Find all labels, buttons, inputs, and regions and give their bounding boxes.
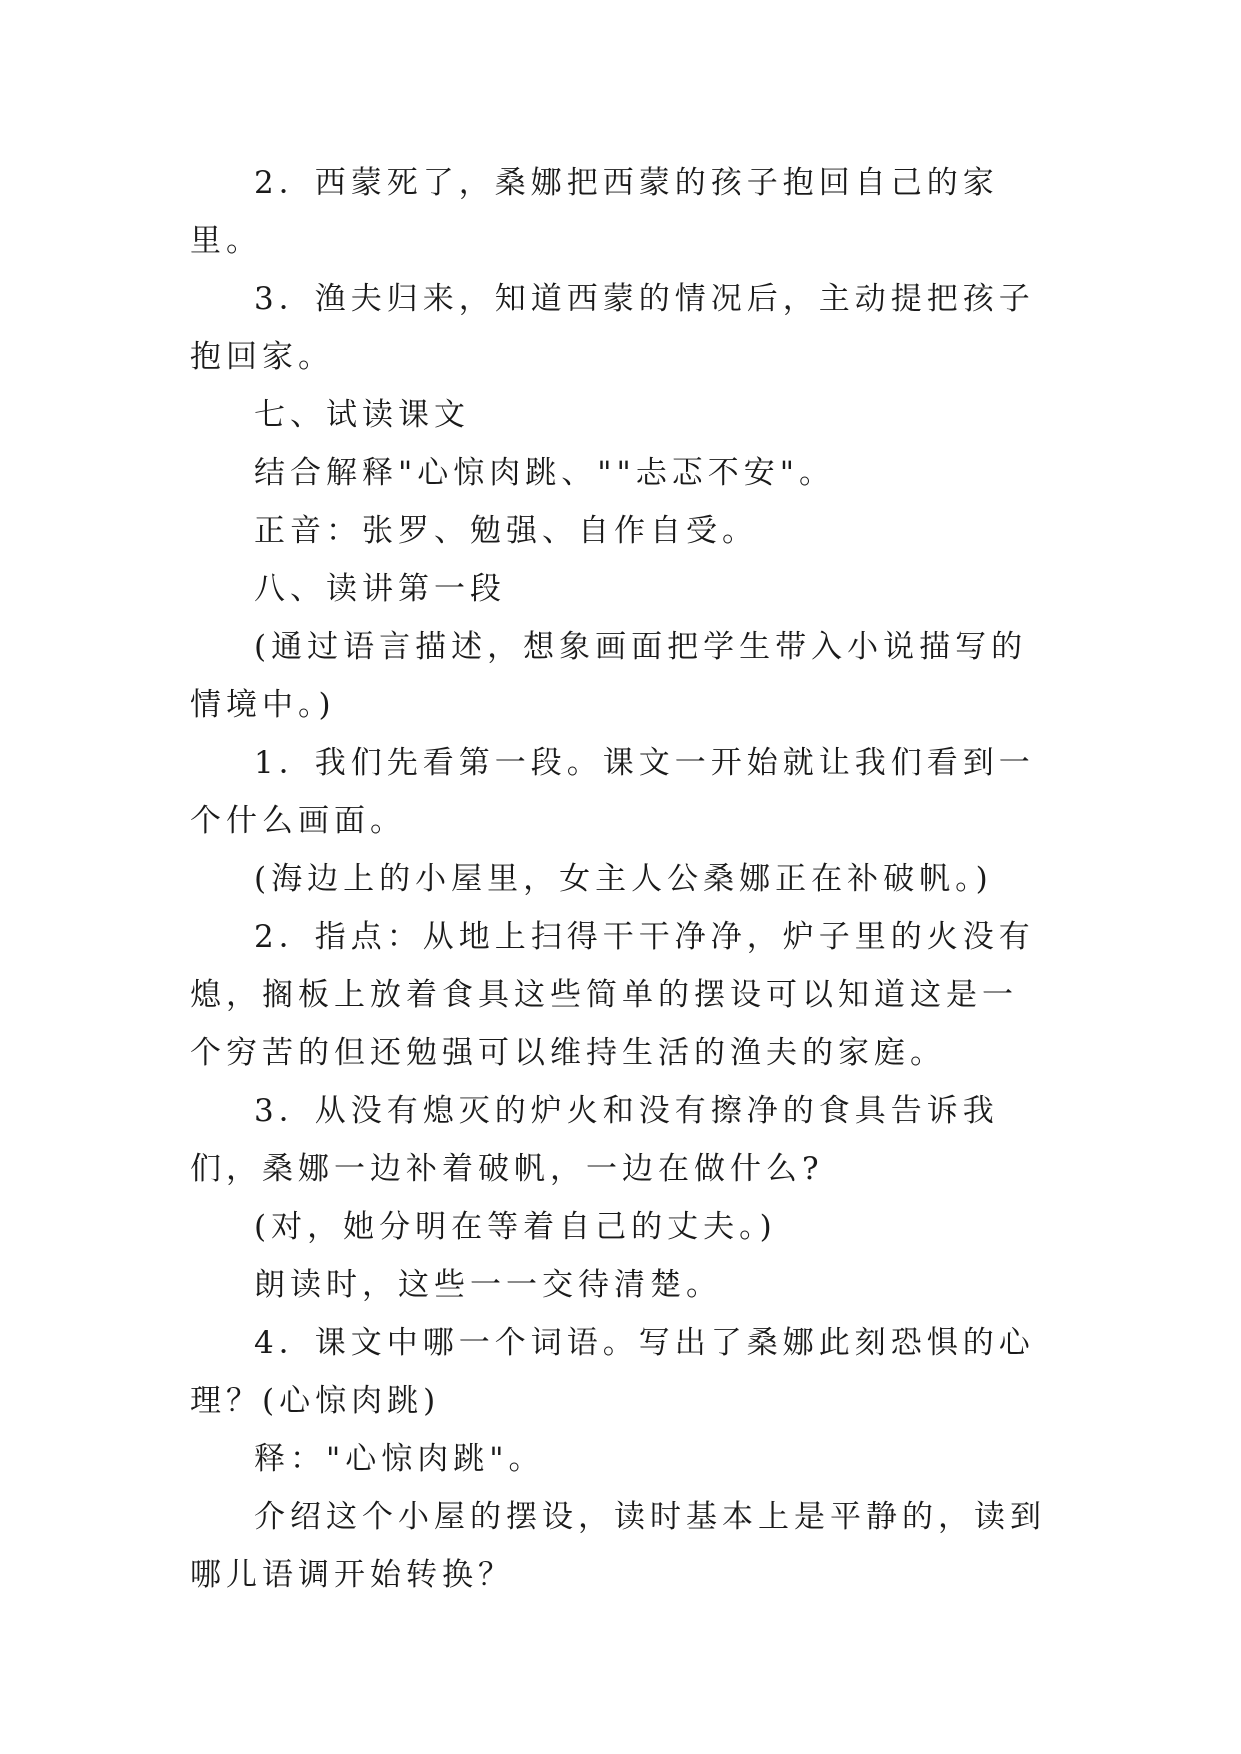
paragraph-4: 正音：张罗、勉强、自作自受。	[254, 513, 758, 549]
section-heading-8: 八、读讲第一段	[254, 571, 506, 607]
paragraph-3: 结合解释"心惊肉跳、""忐忑不安"。	[254, 455, 836, 491]
paragraph-11: 朗读时，这些一一交待清楚。	[254, 1267, 722, 1303]
paragraph-6: 1．我们先看第一段。课文一开始就让我们看到一个什么画面。	[190, 745, 1035, 839]
document-page	[190, 154, 1050, 1604]
paragraph-12: 4．课文中哪一个词语。写出了桑娜此刻恐惧的心理？(心惊肉跳)	[190, 1325, 1035, 1419]
paragraph-13: 释："心惊肉跳"。	[254, 1441, 545, 1477]
paragraph-9: 3．从没有熄灭的炉火和没有擦净的食具告诉我们，桑娜一边补着破帆，一边在做什么?	[190, 1093, 999, 1187]
paragraph-14: 介绍这个小屋的摆设，读时基本上是平静的，读到哪儿语调开始转换？	[190, 1499, 1046, 1593]
paragraph-1: 2．西蒙死了，桑娜把西蒙的孩子抱回自己的家里。	[190, 165, 999, 259]
paragraph-7: (海边上的小屋里，女主人公桑娜正在补破帆。)	[254, 861, 993, 897]
paragraph-5: (通过语言描述，想象画面把学生带入小说描写的情境中。)	[190, 629, 1028, 723]
paragraph-8: 2．指点：从地上扫得干干净净，炉子里的火没有熄，搁板上放着食具这些简单的摆设可以知道这是一个穷苦的但还勉强可以维持生活的渔夫的家庭。	[190, 919, 1035, 1071]
section-heading-7: 七、试读课文	[254, 397, 470, 433]
paragraph-2: 3．渔夫归来，知道西蒙的情况后，主动提把孩子抱回家。	[190, 281, 1035, 375]
paragraph-10: (对，她分明在等着自己的丈夫。)	[254, 1209, 777, 1245]
